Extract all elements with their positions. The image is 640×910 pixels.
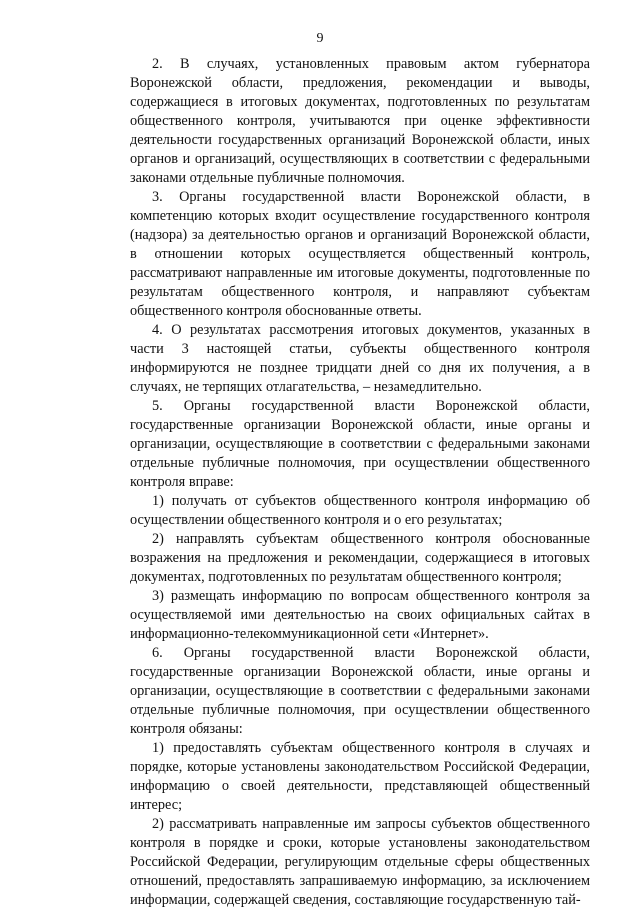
paragraph-clause-5-item-1: 1) получать от субъектов общественного контроля информацию об осуществлении общественного контроля и о его результатах;	[130, 493, 590, 528]
paragraph-clause-6-item-1: 1) предоставлять субъектам общественного контроля в случаях и порядке, которые установлены законодательством Российской Федерации, информацию о своей деятельности, представляющей общественный интерес;	[130, 740, 590, 813]
paragraph-clause-5-item-3: 3) размещать информацию по вопросам общественного контроля за осуществляемой ими деятельностью на своих официальных сайтах в информационно-телекоммуникационной сети «Интернет».	[130, 588, 590, 642]
paragraph-clause-4: 4. О результатах рассмотрения итоговых документов, указанных в части 3 настоящей статьи, субъекты общественного контроля информируются не позднее тридцати дней со дня их получения, а в случаях, не терпящих отлагательства, – незамедлительно.	[130, 322, 590, 395]
document-body	[130, 55, 590, 910]
paragraph-clause-2: 2. В случаях, установленных правовым актом губернатора Воронежской области, предложения, рекомендации и выводы, содержащиеся в итоговых документах, подготовленных по результатам общественного контроля, учитываются при оценке эффективности деятельности государственных организаций Воронежской области, иных органов и организаций, осуществляющих в соответствии с федеральными законами отдельные публичные полномочия.	[130, 56, 590, 186]
paragraph-clause-5-item-2: 2) направлять субъектам общественного контроля обоснованные возражения на предложения и рекомендации, содержащиеся в итоговых документах, подготовленных по результатам общественного контроля;	[130, 531, 590, 585]
paragraph-clause-5: 5. Органы государственной власти Воронежской области, государственные организации Воронежской области, иные органы и организации, осуществляющие в соответствии с федеральными законами отдельные публичные полномочия, при осуществлении общественного контроля вправе:	[130, 398, 590, 490]
paragraph-clause-3: 3. Органы государственной власти Воронежской области, в компетенцию которых входит осуществление государственного контроля (надзора) за деятельностью органов и организаций Воронежской области, в отношении которых осуществляется общественный контроль, рассматривают направленные им итоговые документы, подготовленные по результатам общественного контроля, и направляют субъектам общественного контроля обоснованные ответы.	[130, 189, 590, 319]
paragraph-clause-6: 6. Органы государственной власти Воронежской области, государственные организации Воронежской области, иные органы и организации, осуществляющие в соответствии с федеральными законами отдельные публичные полномочия, при осуществлении общественного контроля обязаны:	[130, 645, 590, 737]
paragraph-clause-6-item-2: 2) рассматривать направленные им запросы субъектов общественного контроля в порядке и сроки, которые установлены законодательством Российской Федерации, регулирующим отдельные сферы общественных отношений, предоставлять запрашиваемую информацию, за исключением информации, содержащей сведения, составляющие государственную тай-	[130, 816, 590, 908]
page-number: 9	[316, 31, 324, 46]
